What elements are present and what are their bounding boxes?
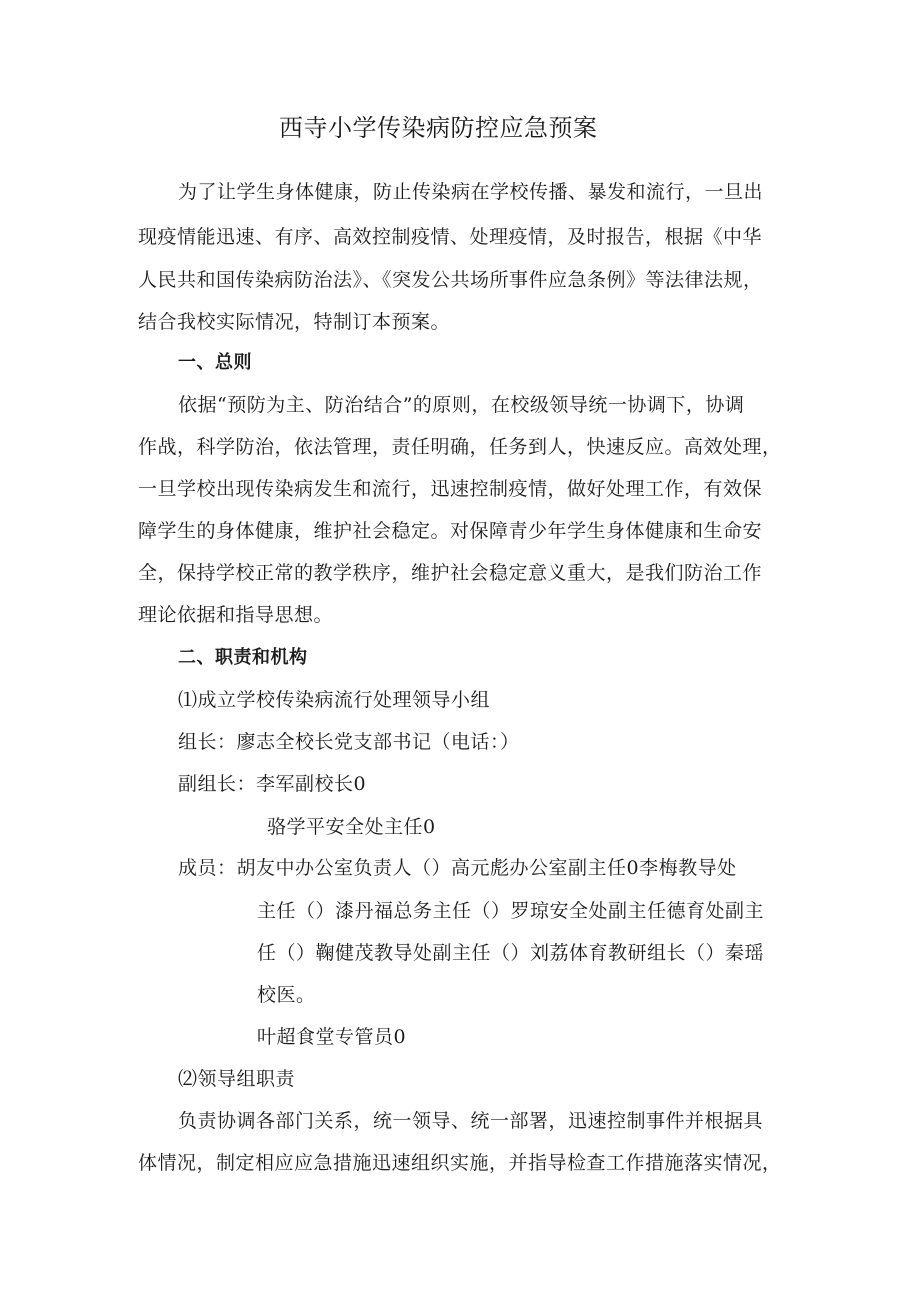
section1-line-5: 全，保持学校正常的教学秩序，维护社会稳定意义重大，是我们防治工作 bbox=[138, 562, 763, 584]
members-line-5: 叶超食堂专管员0 bbox=[257, 1026, 407, 1048]
deputy-leader-line-2: 骆学平安全处主任0 bbox=[267, 816, 436, 838]
members-line-2: 主任（）漆丹福总务主任（）罗琼安全处副主任德育处副主 bbox=[257, 900, 765, 922]
document-title: 西寺小学传染病防控应急预案 bbox=[279, 114, 598, 142]
intro-line-4: 结合我校实际情况，特制订本预案。 bbox=[138, 311, 451, 333]
intro-line-2: 现疫情能迅速、有序、高效控制疫情、处理疫情，及时报告，根据《中华 bbox=[138, 226, 763, 248]
section1-line-1: 依据“预防为主、防治结合”的原则，在校级领导统一协调下，协调 bbox=[178, 394, 745, 416]
duties-line-1: 负责协调各部门关系，统一领导、统一部署，迅速控制事件并根据具 bbox=[178, 1110, 764, 1132]
deputy-leader-line: 副组长：李军副校长0 bbox=[178, 773, 367, 795]
section1-line-3: 一旦学校出现传染病发生和流行，迅速控制疫情，做好处理工作，有效保 bbox=[138, 478, 763, 500]
members-line-1: 成员：胡友中办公室负责人（）高元彪办公室副主任0李梅教导处 bbox=[178, 857, 737, 879]
subsection-leading-group: ⑴成立学校传染病流行处理领导小组 bbox=[178, 689, 491, 711]
section-heading-general: 一、总则 bbox=[178, 352, 252, 373]
section-heading-duties: 二、职责和机构 bbox=[178, 647, 308, 668]
members-line-4: 校医。 bbox=[257, 984, 316, 1006]
section1-line-6: 理论依据和指导思想。 bbox=[138, 604, 334, 626]
subsection-group-duties: ⑵领导组职责 bbox=[178, 1068, 296, 1090]
section1-line-2: 作战，科学防治，依法管理，责任明确，任务到人，快速反应。高效处理， bbox=[138, 436, 782, 458]
intro-line-3: 人民共和国传染病防治法》、《突发公共场所事件应急条例》等法律法规， bbox=[138, 269, 763, 291]
group-leader-line: 组长：廖志全校长党支部书记（电话：） bbox=[178, 731, 520, 753]
duties-line-2: 体情况，制定相应应急措施迅速组织实施，并指导检查工作措施落实情况， bbox=[138, 1152, 782, 1174]
section1-line-4: 障学生的身体健康，维护社会稳定。对保障青少年学生身体健康和生命安 bbox=[138, 520, 763, 542]
intro-line-1: 为了让学生身体健康，防止传染病在学校传播、暴发和流行，一旦出 bbox=[178, 181, 764, 203]
members-line-3: 任（）鞠健茂教导处副主任（）刘荔体育教研组长（）秦瑶 bbox=[257, 942, 765, 964]
